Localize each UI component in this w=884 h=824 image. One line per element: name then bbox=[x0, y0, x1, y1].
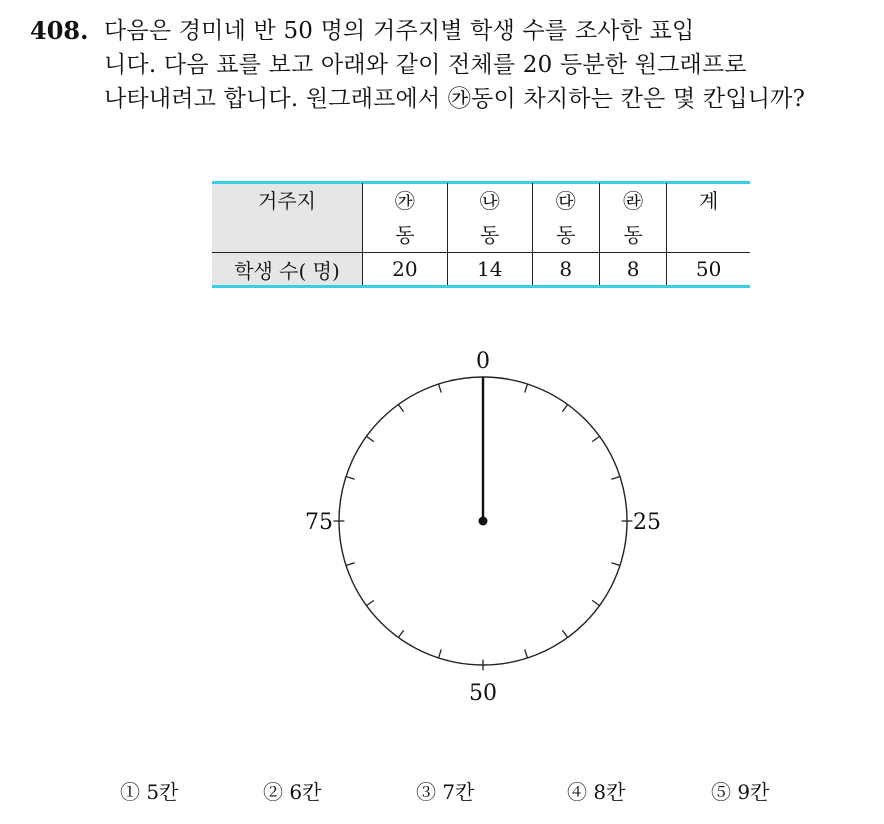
students-value-cell: 8 bbox=[599, 253, 666, 287]
circle-tick bbox=[592, 436, 599, 441]
label-right: 25 bbox=[633, 510, 661, 535]
circle-tick bbox=[525, 384, 528, 393]
column-header-top: ㉱ bbox=[623, 189, 644, 213]
circle-tick bbox=[367, 436, 374, 441]
circle-tick bbox=[592, 600, 599, 605]
question-line: 나타내려고 합니다. 원그래프에서 ㉮동이 차지하는 칸은 몇 칸입니까? bbox=[104, 86, 806, 112]
students-value-cell: 8 bbox=[532, 253, 599, 287]
column-header-top: ㉰ bbox=[555, 189, 576, 213]
students-value-cell: 20 bbox=[363, 253, 448, 287]
students-label-cell: 학생 수( 명) bbox=[212, 253, 363, 287]
circle-tick bbox=[611, 563, 620, 566]
circle-tick bbox=[346, 477, 355, 480]
column-header-bottom: 동 bbox=[556, 223, 576, 247]
center-dot bbox=[479, 517, 488, 526]
question-line: 니다. 다음 표를 보고 아래와 같이 전체를 20 등분한 원그래프로 bbox=[104, 52, 747, 78]
column-header-top: ㉮ bbox=[394, 189, 415, 213]
column-header-bottom: 동 bbox=[395, 223, 415, 247]
circle-tick bbox=[367, 600, 374, 605]
choice-4[interactable]: ④ 8칸 bbox=[567, 780, 626, 804]
label-left: 75 bbox=[305, 510, 333, 535]
column-header-top: 계 bbox=[698, 189, 719, 213]
label-bottom: 50 bbox=[469, 681, 497, 706]
students-value-cell: 14 bbox=[447, 253, 532, 287]
circle-tick bbox=[346, 563, 355, 566]
question-number: 408. bbox=[30, 16, 89, 45]
circle-tick bbox=[439, 649, 442, 658]
circle-tick bbox=[398, 630, 403, 637]
choice-2[interactable]: ② 6칸 bbox=[263, 780, 322, 804]
question-line: 다음은 경미네 반 50 명의 거주지별 학생 수를 조사한 표입 bbox=[104, 18, 695, 44]
column-header-bottom: 동 bbox=[480, 223, 500, 247]
circle-tick bbox=[398, 405, 403, 412]
column-header-bottom: 동 bbox=[623, 223, 643, 247]
circle-tick bbox=[562, 630, 567, 637]
students-value-cell: 50 bbox=[667, 253, 750, 287]
choice-1[interactable]: ① 5칸 bbox=[120, 780, 179, 804]
column-header-top: ㉯ bbox=[479, 189, 500, 213]
circle-tick bbox=[525, 649, 528, 658]
label-top: 0 bbox=[476, 349, 490, 374]
circle-tick bbox=[562, 405, 567, 412]
residence-header-label: 거주지 bbox=[258, 189, 316, 213]
choice-3[interactable]: ③ 7칸 bbox=[416, 780, 475, 804]
circle-tick bbox=[611, 477, 620, 480]
circle-tick bbox=[439, 384, 442, 393]
choice-5[interactable]: ⑤ 9칸 bbox=[711, 780, 770, 804]
